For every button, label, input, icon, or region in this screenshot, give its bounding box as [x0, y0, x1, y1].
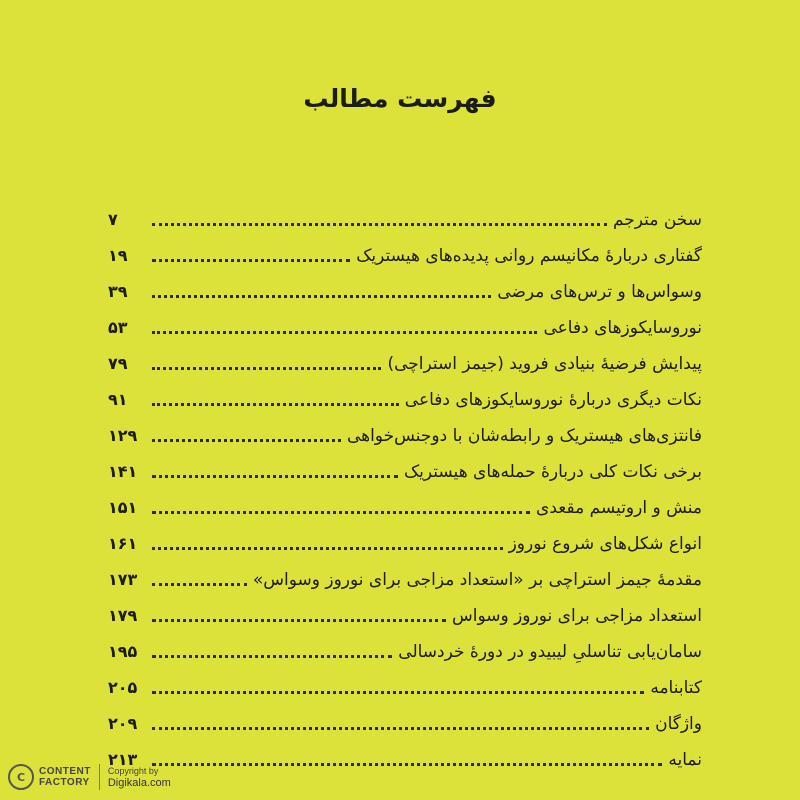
toc-entry-title: سامان‌یابی تناسلیِ لیبیدو در دورهٔ خردسالی	[398, 642, 702, 662]
toc-leader-dots	[152, 403, 399, 406]
copyright	[108, 765, 171, 789]
toc-entry-title: پیدایش فرضیهٔ بنیادی فروید (جیمز استراچی)	[387, 354, 702, 374]
toc-row	[108, 195, 702, 231]
toc-entry-title: گفتاری دربارهٔ مکانیسم روانی پدیده‌های هیستریک	[356, 246, 702, 266]
logo-line-1: CONTENT	[39, 766, 91, 777]
toc-page-number: ۷۹	[108, 354, 128, 373]
toc-row	[108, 483, 702, 519]
toc-row	[108, 447, 702, 483]
page-title: فهرست مطالب	[303, 84, 497, 113]
toc-leader-dots	[152, 331, 537, 334]
toc-page-number: ۲۰۹	[108, 714, 138, 733]
toc-page-number: ۲۱۳	[108, 750, 138, 769]
toc-row	[108, 663, 702, 699]
toc-leader-dots	[152, 295, 491, 298]
toc-row	[108, 735, 702, 771]
toc-page-number: ۱۹۵	[108, 642, 138, 661]
toc-page-number: ۲۰۵	[108, 678, 138, 697]
toc-entry-title: فانتزی‌های هیستریک و رابطه‌شان با دوجنس‌خواهی	[346, 426, 702, 446]
toc-entry-title: استعداد مزاجی برای نوروز وسواس	[451, 606, 702, 626]
toc-page-number: ۱۲۹	[108, 426, 138, 445]
toc-page-number: ۷	[108, 210, 118, 229]
toc-row	[108, 699, 702, 735]
toc-entry-title: سخن مترجم	[612, 210, 702, 230]
toc-page-number: ۵۳	[108, 318, 128, 337]
toc-entry-title: مقدمهٔ جیمز استراچی بر «استعداد مزاجی برای نوروز وسواس»	[252, 570, 702, 590]
toc-page-number: ۱۷۹	[108, 606, 138, 625]
toc-entry-title: منش و اروتیسم مقعدی	[536, 498, 702, 518]
toc-entry-title: نوروسایکوزهای دفاعی	[543, 318, 702, 338]
toc-row	[108, 627, 702, 663]
copyright-site: Digikala.com	[107, 777, 171, 789]
toc-entry-title: واژگان	[655, 714, 702, 734]
toc-row	[108, 303, 702, 339]
toc-row	[108, 375, 702, 411]
toc-row	[108, 591, 702, 627]
toc-leader-dots	[152, 691, 644, 694]
toc-leader-dots	[152, 619, 446, 622]
logo-text	[39, 766, 91, 788]
toc-row	[108, 231, 702, 267]
toc-page-number: ۱۴۱	[108, 462, 138, 481]
toc-entry-title: انواع شکل‌های شروع نوروز	[508, 534, 702, 554]
toc-leader-dots	[152, 223, 607, 226]
toc-entry-title: نمایه	[668, 750, 702, 770]
toc-leader-dots	[152, 367, 381, 370]
toc-leader-dots	[152, 727, 649, 730]
toc-page-number: ۱۶۱	[108, 534, 138, 553]
toc-row	[108, 519, 702, 555]
copyright-label: Copyright by	[107, 766, 159, 776]
toc-page-number: ۱۵۱	[108, 498, 138, 517]
toc-leader-dots	[152, 655, 392, 658]
toc-leader-dots	[152, 259, 350, 262]
toc-leader-dots	[152, 475, 398, 478]
toc-row	[108, 267, 702, 303]
toc-page-number: ۹۱	[108, 390, 128, 409]
toc-row	[108, 555, 702, 591]
toc-page-number: ۱۹	[108, 246, 128, 265]
toc-leader-dots	[152, 763, 662, 766]
toc-page-number: ۳۹	[108, 282, 128, 301]
toc-row	[108, 411, 702, 447]
toc-leader-dots	[152, 439, 341, 442]
toc-entry-title: کتابنامه	[650, 678, 702, 698]
toc-page-number: ۱۷۳	[108, 570, 138, 589]
divider	[99, 764, 100, 790]
toc-leader-dots	[152, 583, 247, 586]
toc-entry-title: برخی نکات کلی دربارهٔ حمله‌های هیستریک	[403, 462, 702, 482]
toc-entry-title: نکات دیگری دربارهٔ نوروسایکوزهای دفاعی	[404, 390, 702, 410]
toc-row	[108, 339, 702, 375]
toc-leader-dots	[152, 511, 530, 514]
logo-line-2: FACTORY	[39, 777, 90, 788]
content-factory-logo-icon: C	[8, 764, 34, 790]
toc-entry-title: وسواس‌ها و ترس‌های مرضی	[497, 282, 702, 302]
toc-leader-dots	[152, 547, 503, 550]
watermark	[8, 760, 171, 794]
